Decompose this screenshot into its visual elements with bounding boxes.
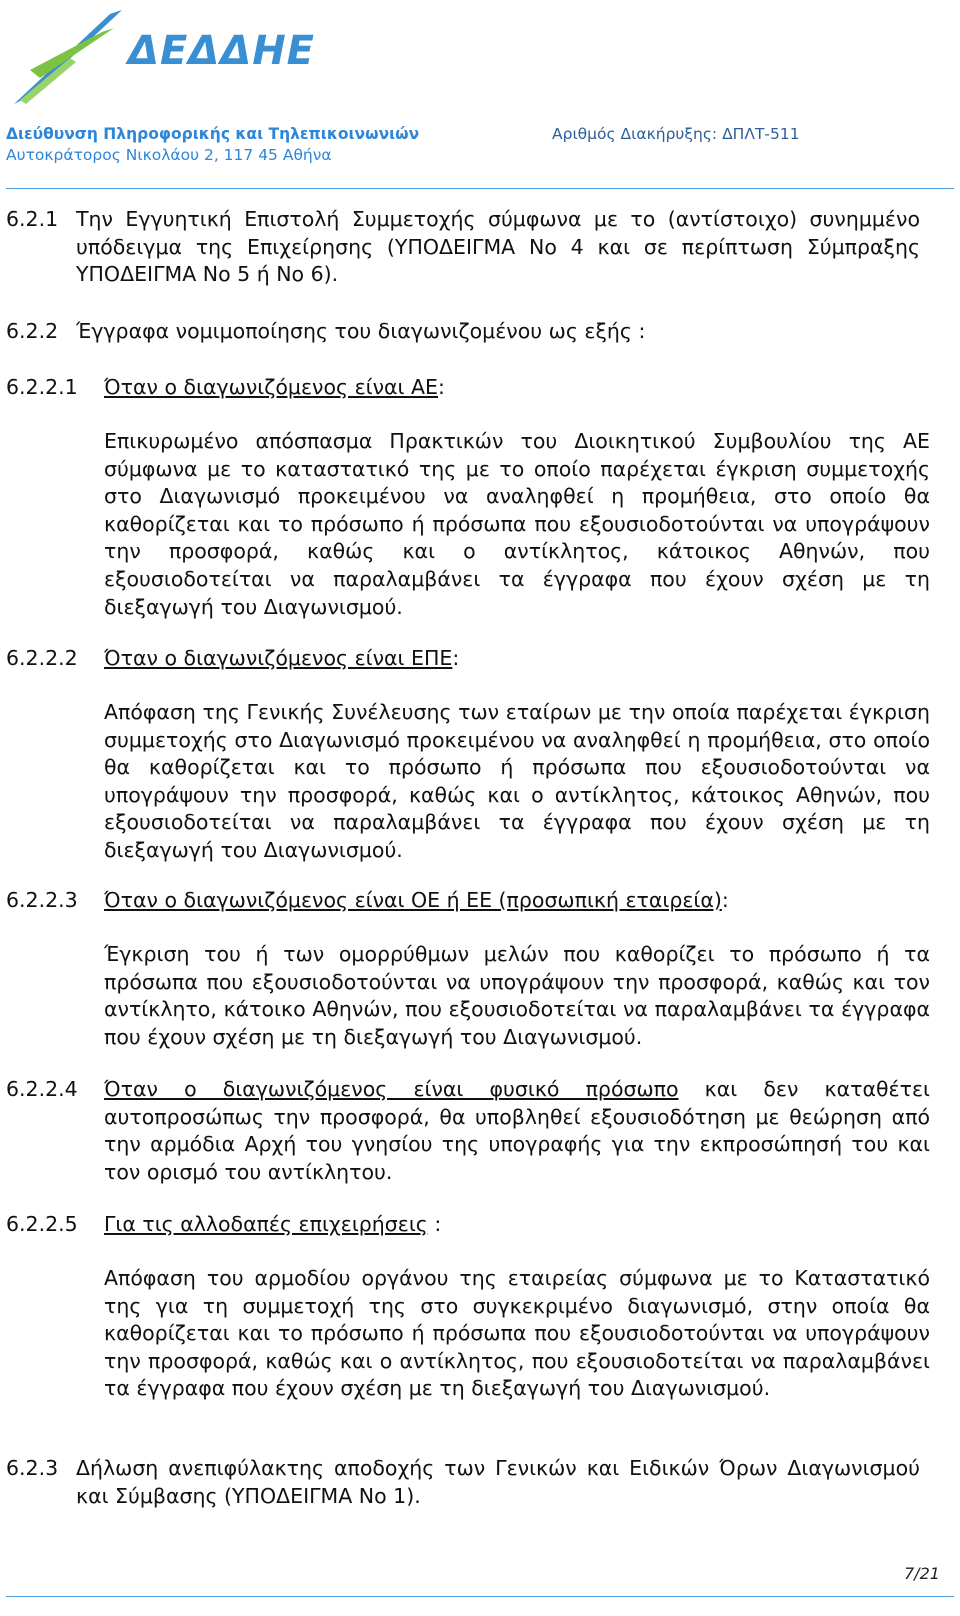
section-heading	[104, 645, 930, 673]
section-number: 6.2.2.3	[6, 888, 78, 912]
section-number: 6.2.1	[6, 207, 59, 231]
section-text	[104, 1076, 930, 1186]
tender-number: Αριθμός Διακήρυξης: ΔΠΛΤ-511	[552, 125, 800, 143]
section-body: Απόφαση του αρμοδίου οργάνου της εταιρείας σύμφωνα με το Καταστατικό της για τη συμμετοχή της στο συγκεκριμένο διαγωνισμό, στην οποία θα καθορίζεται και το πρόσωπο ή πρόσωπα που εξουσιοδοτούνται να υπογράψουν την προσφορά, καθώς και ο αντίκλητος, που εξουσιοδοτείται να παραλαμβάνει τα έγγραφα που έχουν σχέση με τη διεξαγωγή του Διαγωνισμού.	[104, 1266, 930, 1401]
footer-divider	[6, 1596, 954, 1597]
heading-suffix: :	[438, 375, 445, 399]
section-rest: και δεν καταθέτει αυτοπροσώπως την προσφορά, θα υποβληθεί εξουσιοδότηση με θεώρηση από την αρμόδια Αρχή του γνησίου της υπογραφής για την εκπροσώπησή του και τον ορισμό του αντίκλητου.	[104, 1077, 930, 1184]
logo-swoosh-icon	[10, 8, 130, 108]
section-heading	[104, 374, 930, 402]
section-number: 6.2.2.5	[6, 1212, 78, 1236]
section-body: Απόφαση της Γενικής Συνέλευσης των εταίρων με την οποία παρέχεται έγκριση συμμετοχής στο Διαγωνισμό προκειμένου να αναληφθεί η προμήθεια, στο οποίο θα καθορίζεται και το πρόσωπο ή πρόσωπα που εξουσιοδοτούνται να υπογράψουν την προσφορά, καθώς και ο αντίκλητος, κάτοικος Αθηνών, που εξουσιοδοτείται να παραλαμβάνει τα έγγραφα που έχουν σχέση με τη διεξαγωγή του Διαγωνισμού.	[104, 700, 930, 862]
heading-underlined: Για τις αλλοδαπές επιχειρήσεις	[104, 1212, 428, 1236]
heading-underlined: Όταν ο διαγωνιζόμενος είναι ΕΠΕ	[104, 646, 453, 670]
header-divider	[6, 188, 954, 189]
department-name: Διεύθυνση Πληροφορικής και Τηλεπικοινωνιών	[6, 125, 420, 143]
heading-underlined: Όταν ο διαγωνιζόμενος είναι ΑΕ	[104, 375, 438, 399]
heading-suffix: :	[427, 1212, 442, 1236]
section-number: 6.2.3	[6, 1456, 59, 1480]
heading-suffix: :	[452, 646, 460, 670]
heading-underlined: Όταν ο διαγωνιζόμενος είναι φυσικό πρόσωπο	[104, 1077, 679, 1101]
section-number: 6.2.2.4	[6, 1077, 78, 1101]
section-body: Επικυρωμένο απόσπασμα Πρακτικών του Διοικητικού Συμβουλίου της ΑΕ σύμφωνα με το καταστατικό της με το οποίο παρέχεται έγκριση συμμετοχής στο Διαγωνισμό προκειμένου να αναληφθεί η προμήθεια, στο οποίο θα καθορίζεται και το πρόσωπο ή πρόσωπα που εξουσιοδοτούνται να υπογράψουν την προσφορά, καθώς και ο αντίκλητος, κάτοικος Αθηνών, που εξουσιοδοτείται να παραλαμβάνει τα έγγραφα που έχουν σχέση με τη διεξαγωγή του Διαγωνισμού.	[104, 429, 930, 619]
section-heading	[104, 1211, 930, 1239]
section-text: Έγγραφα νομιμοποίησης του διαγωνιζομένου ως εξής :	[76, 319, 646, 343]
section-number: 6.2.2.2	[6, 646, 78, 670]
department-address: Αυτοκράτορος Νικολάου 2, 117 45 Αθήνα	[6, 146, 332, 164]
page-number: 7/21	[904, 1564, 940, 1583]
heading-suffix: :	[721, 888, 729, 912]
section-number: 6.2.2	[6, 319, 59, 343]
section-body: Έγκριση του ή των ομορρύθμων μελών που καθορίζει το πρόσωπο ή τα πρόσωπα που εξουσιοδοτούνται να υπογράψουν την προσφορά, καθώς και τον αντίκλητο, κάτοικο Αθηνών, που εξουσιοδοτείται να παραλαμβάνει τα έγγραφα που έχουν σχέση με τη διεξαγωγή του Διαγωνισμού.	[104, 942, 930, 1049]
section-text: Την Εγγυητική Επιστολή Συμμετοχής σύμφωνα με το (αντίστοιχο) συνημμένο υπόδειγμα της Επιχείρησης (ΥΠΟΔΕΙΓΜΑ Νο 4 και σε περίπτωση Σύμπραξης ΥΠΟΔΕΙΓΜΑ Νο 5 ή Νο 6).	[76, 207, 920, 287]
company-logo	[10, 8, 315, 108]
header-left	[6, 124, 419, 166]
logo-text: ΔΕΔΔΗΕ	[128, 28, 315, 74]
section-heading	[104, 887, 930, 915]
section-text: Δήλωση ανεπιφύλακτης αποδοχής των Γενικών και Ειδικών Όρων Διαγωνισμού και Σύμβασης (ΥΠΟΔΕΙΓΜΑ Νο 1).	[76, 1456, 920, 1508]
section-number: 6.2.2.1	[6, 375, 78, 399]
heading-underlined: Όταν ο διαγωνιζόμενος είναι ΟΕ ή ΕΕ (προσωπική εταιρεία)	[104, 888, 722, 912]
